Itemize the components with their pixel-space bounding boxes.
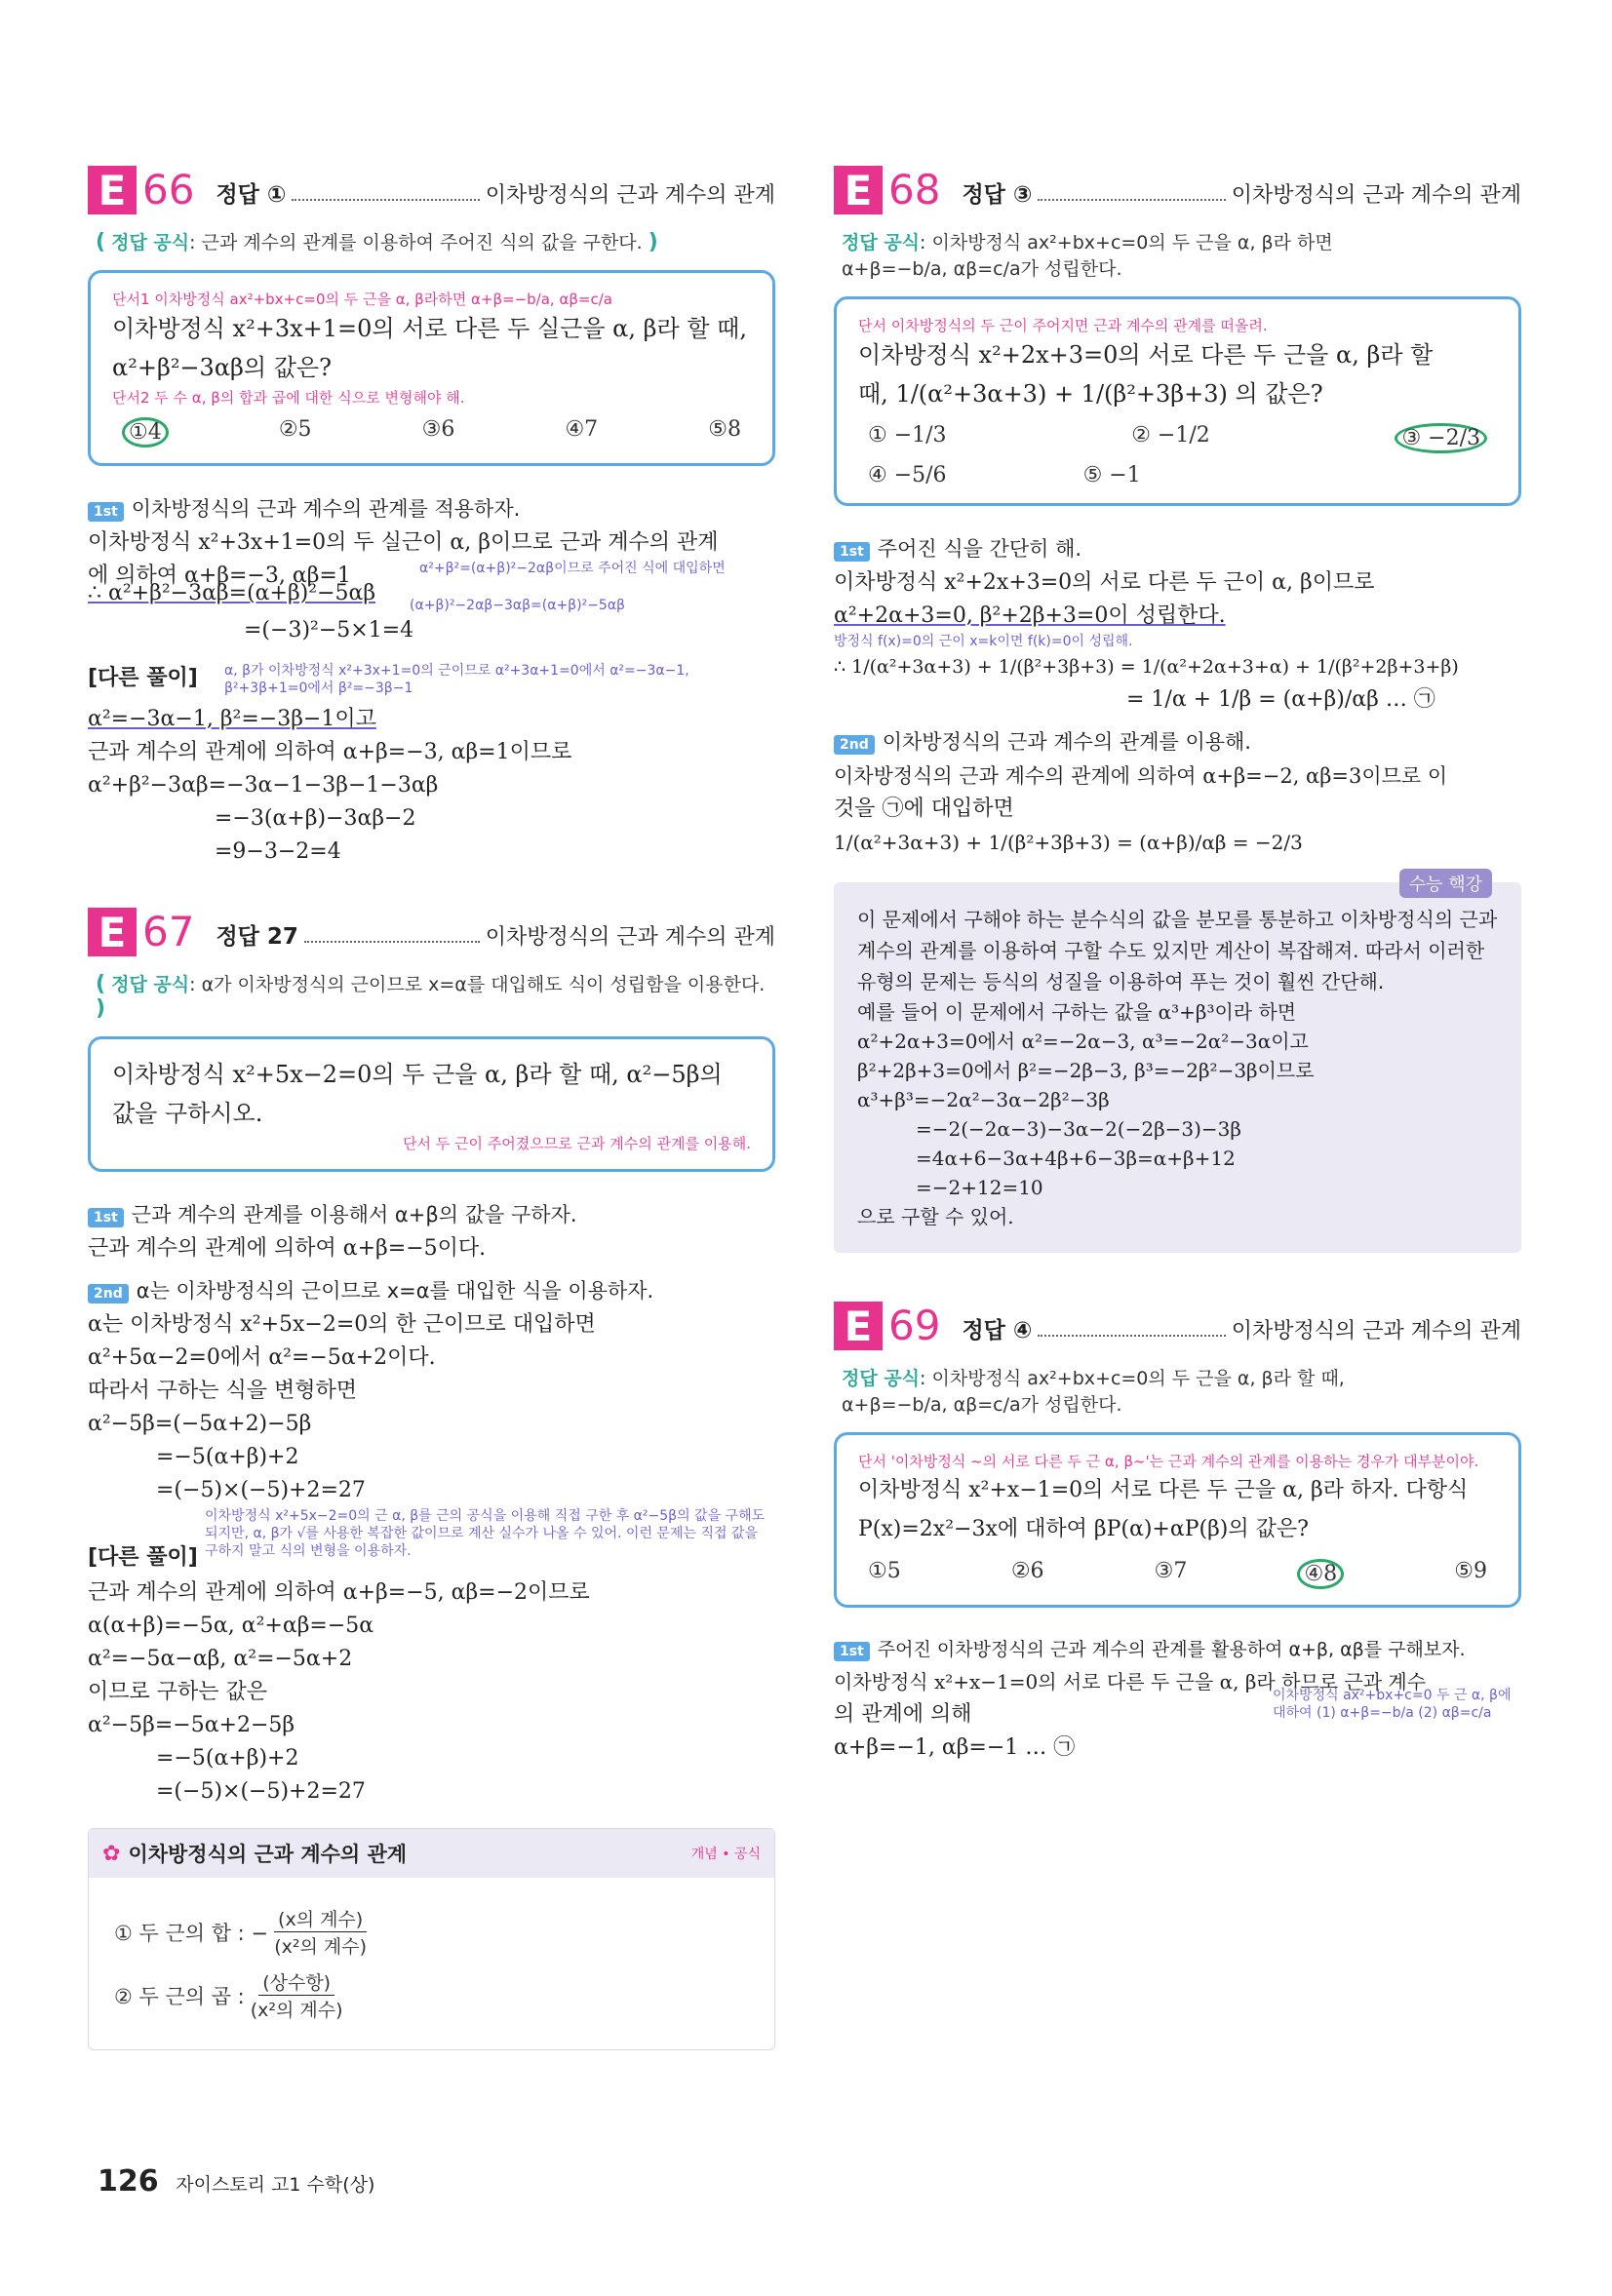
e69-answer: 정답 ④ [962,1318,1033,1343]
choice-3[interactable]: ③ −2/3 [1395,423,1487,453]
e69-step1: 1st 주어진 이차방정식의 근과 계수의 관계를 활용하여 α+β, αβ를 구해보자. [834,1635,1521,1661]
solution-line: 의 관계에 의해 [834,1702,972,1727]
solution-line: =−5(α+β)+2 [156,1445,299,1469]
page-number: 126 [98,2164,159,2199]
concept-title: 이차방정식의 근과 계수의 관계 [128,1843,408,1866]
e66-alt-title: [다른 풀이] [88,666,198,690]
concept-body [89,1878,774,2049]
e69-number: 69 [888,1302,941,1349]
dotted-leader [1038,1335,1225,1337]
solution-line: 이차방정식 x²+2x+3=0의 서로 다른 두 근이 α, β이므로 [834,570,1375,595]
solution-line: α²=−5α−αβ, α²=−5α+2 [88,1647,353,1671]
tip-box [834,875,1521,1253]
tip-line: =−2(−2α−3)−3α−2(−2β−3)−3β [916,1117,1241,1141]
e66-step1: 1st 이차방정식의 근과 계수의 관계를 적용하자. [88,493,775,523]
e68-choices [858,423,1497,453]
solution-line: =−5(α+β)+2 [156,1746,299,1771]
e67-alt-title: [다른 풀이] [88,1545,198,1570]
solution-line: =(−5)×(−5)+2=27 [156,1779,366,1804]
solution-line: = 1/α + 1/β = (α+β)/αβ … ㉠ [1126,687,1435,712]
tip-line: =−2+12=10 [916,1176,1043,1199]
tip-line: 으로 구할 수 있어. [857,1205,1014,1228]
e69-badge: E [834,1302,883,1350]
tip-line: β²+2β+3=0에서 β²=−2β−3, β³=−2β²−3β이므로 [857,1059,1315,1082]
solution-line: 따라서 구하는 식을 변형하면 [88,1379,358,1403]
solution-line: α+β=−1, αβ=−1 … ㉠ [834,1735,1076,1760]
e66-header [88,146,775,214]
tip-line: =4α+6−3α+4β+6−3β=α+β+12 [916,1147,1236,1170]
e67-note: 이차방정식 x²+5x−2=0의 근 α, β를 근의 공식을 이용해 직접 구한 후 α²−5β의 값을 구해도 되지만, α, β가 √를 사용한 복잡한 값이므로 계산 실수가 나올 수 있어. 이런 문제는 직접 값을 구하지 말고 식의 변형을 이용하자. [205,1508,766,1559]
choice-5[interactable]: ⑤8 [708,417,741,442]
e68-badge: E [834,166,883,214]
formula-text: 근과 계수의 관계를 이용하여 주어진 식의 값을 구한다. [201,232,643,253]
book-title: 자이스토리 고1 수학(상) [176,2174,375,2196]
e69-choices [858,1559,1497,1589]
solution-line: =(−3)²−5×1=4 [244,618,414,642]
solution-line: =(−5)×(−5)+2=27 [156,1478,366,1502]
solution-line: 근과 계수의 관계에 의하여 α+β=−5이다. [88,1236,487,1261]
solution-line: 근과 계수의 관계에 의하여 α+β=−5, αβ=−2이므로 [88,1580,590,1605]
e68-number: 68 [888,166,941,214]
e67-question: 이차방정식 x²+5x−2=0의 두 근을 α, β라 할 때, α²−5β의 값을 구하시오. [112,1061,723,1127]
right-column [834,146,1521,1760]
choice-4[interactable]: ④8 [1297,1559,1344,1589]
e69-hint: 단서 '이차방정식 ~의 서로 다른 두 근 α, β~'는 근과 계수의 관계를 이용하는 경우가 대부분이야. [858,1453,1479,1470]
e66-note2: (α+β)²−2αβ−3αβ=(α+β)²−5αβ [410,598,625,613]
choice-3[interactable]: ③7 [1154,1559,1188,1583]
dotted-leader [292,199,479,201]
e66-alt-note: α, β가 이차방정식 x²+3x+1=0의 근이므로 α²+3α+1=0에서 α²=−3α−1, β²+3β+1=0에서 β²=−3β−1 [224,663,689,696]
choice-2[interactable]: ② −1/2 [1131,423,1210,448]
tip-line: 예를 들어 이 문제에서 구하는 값을 α³+β³이라 하면 [857,1000,1297,1024]
e66-answer: 정답 ① [216,182,287,208]
solution-line: 1/(α²+3α+3) + 1/(β²+3β+3) = (α+β)/αβ = −2/3 [834,831,1303,854]
e66-hint2: 단서2 두 수 α, β의 합과 곱에 대한 식으로 변형해야 해. [112,389,465,407]
e67-question-box [88,1036,775,1172]
e66-hint1: 단서1 이차방정식 ax²+bx+c=0의 두 근을 α, β라하면 α+β=−b/a, αβ=c/a [112,291,612,308]
solution-line: ∴ 1/(α²+3α+3) + 1/(β²+3β+3) = 1/(α²+2α+3+α) + 1/(β²+2β+3+β) [834,656,1459,678]
tip-line: α³+β³=−2α²−3α−2β²−3β [857,1088,1110,1111]
solution-line: 이므로 구하는 값은 [88,1680,268,1704]
e66-note1: α²+β²=(α+β)²−2αβ이므로 주어진 식에 대입하면 [419,561,726,576]
choice-5[interactable]: ⑤9 [1454,1559,1487,1583]
e68-topic: 이차방정식의 근과 계수의 관계 [1231,183,1521,208]
e67-formula: ( 정답 공식: α가 이차방정식의 근이므로 x=α를 대입해도 식이 성립함을 이용한다. ) [96,972,766,1021]
solution-line: 이차방정식의 근과 계수의 관계에 의하여 α+β=−2, αβ=3이므로 이 [834,764,1448,788]
dotted-leader [1038,199,1225,201]
choice-4[interactable]: ④7 [565,417,599,442]
solution-line: 이차방정식 x²+x−1=0의 서로 다른 두 근을 α, β라 하므로 근과 계수 [834,1670,1427,1693]
e68-question-1: 이차방정식 x²+2x+3=0의 서로 다른 두 근을 α, β라 할 [858,341,1434,369]
concept-row-sum: ① 두 근의 합 : − $\frac{\text{(x의 계수)}}{\text{(x²의 계수)}}$ [114,1905,749,1959]
concept-header [89,1829,774,1878]
page-footer [98,2164,374,2199]
e68-step2: 2nd 이차방정식의 근과 계수의 관계를 이용해. [834,726,1521,756]
solution-line: α(α+β)=−5α, α²+αβ=−5α [88,1614,374,1638]
solution-line: 것을 ㉠에 대입하면 [834,797,1014,821]
e69-header [834,1282,1521,1350]
e68-hint: 단서 이차방정식의 두 근이 주어지면 근과 계수의 관계를 떠올려. [858,317,1268,334]
concept-row-product: ② 두 근의 곱 : $\frac{\text{(상수항)}}{\text{(x²의 계수)}}$ [114,1968,749,2022]
tip-line: α²+2α+3=0에서 α²=−2α−3, α³=−2α²−3α이고 [857,1030,1309,1053]
e66-badge: E [88,166,137,214]
e66-question: 이차방정식 x²+3x+1=0의 서로 다른 두 실근을 α, β라 할 때, α²+β²−3αβ의 값은? [112,315,747,381]
flower-icon: ✿ [102,1841,121,1866]
e67-topic: 이차방정식의 근과 계수의 관계 [485,925,775,950]
choice-2[interactable]: ②5 [278,417,312,442]
solution-line: α²+5α−2=0에서 α²=−5α+2이다. [88,1345,436,1370]
e67-number: 67 [142,908,195,955]
e68-question-2: 때, 1/(α²+3α+3) + 1/(β²+3β+3) 의 값은? [858,380,1323,408]
concept-box [88,1828,775,2050]
e66-choices [112,417,751,448]
e66-number: 66 [142,166,195,214]
tip-text: 이 문제에서 구해야 하는 분수식의 값을 분모를 통분하고 이차방정식의 근과 계수의 관계를 이용하여 구할 수도 있지만 계산이 복잡해져. 따라서 이러한 유형의 문제는 등식의 성질을 이용하여 푸는 것이 훨씬 간단해. [857,908,1498,993]
e68-step1: 1st 주어진 식을 간단히 해. [834,533,1521,563]
e69-topic: 이차방정식의 근과 계수의 관계 [1231,1319,1521,1343]
choice-1[interactable]: ①4 [122,417,169,448]
e66-question-box [88,270,775,466]
left-column [88,146,775,2050]
e67-hint: 단서 두 근이 주어졌으므로 근과 계수의 관계를 이용해. [403,1135,751,1152]
dotted-leader [304,941,480,943]
choice-2[interactable]: ②6 [1010,1559,1044,1583]
e68-choices-row2 [858,463,1497,487]
solution-line: =−3(α+β)−3αβ−2 [215,806,416,831]
concept-tag: 개념 • 공식 [690,1847,761,1862]
solution-line: =9−3−2=4 [215,839,341,864]
solution-line: α²+2α+3=0, β²+2β+3=0이 성립한다. [834,603,1226,628]
e67-answer: 정답 27 [216,924,298,950]
e69-question-box [834,1432,1521,1608]
e68-header [834,146,1521,214]
e69-note: 이차방정식 ax²+bx+c=0 두 근 α, β에 대하여 (1) α+β=−b/a (2) αβ=c/a [1273,1688,1512,1721]
solution-line: α는 이차방정식 x²+5x−2=0의 한 근이므로 대입하면 [88,1312,596,1337]
formula-label: 정답 공식 [111,232,190,253]
e68-formula: 정답 공식: 이차방정식 ax²+bx+c=0의 두 근을 α, β라 하면 α+β=−b/a, αβ=c/a가 성립한다. [842,232,1333,280]
e68-answer: 정답 ③ [962,182,1033,208]
e66-topic: 이차방정식의 근과 계수의 관계 [485,183,775,208]
tip-tag: 수능 핵강 [1399,869,1492,898]
solution-line: 이차방정식 x²+3x+1=0의 두 실근이 α, β이므로 근과 계수의 관계 [88,530,719,555]
e67-step1: 1st 근과 계수의 관계를 이용해서 α+β의 값을 구하자. [88,1199,775,1228]
fraction: $\frac{\text{(x의 계수)}}{\text{(x²의 계수)}}$ [274,1905,367,1959]
e67-step2: 2nd α는 이차방정식의 근이므로 x=α를 대입한 식을 이용하자. [88,1275,775,1304]
solution-line: α²−5β=−5α+2−5β [88,1713,295,1737]
solution-line: ∴ α²+β²−3αβ=(α+β)²−5αβ [88,581,376,605]
choice-1[interactable]: ①5 [868,1559,901,1583]
e69-formula: 정답 공식: 이차방정식 ax²+bx+c=0의 두 근을 α, β라 할 때, α+β=−b/a, αβ=c/a가 성립한다. [842,1368,1345,1416]
e67-header [88,888,775,956]
e68-question-box [834,296,1521,506]
solution-line: α²+β²−3αβ=−3α−1−3β−1−3αβ [88,773,439,798]
solution-line: 에 의하여 α+β=−3, αβ=1 [88,564,351,588]
solution-line: α²−5β=(−5α+2)−5β [88,1412,312,1436]
choice-4[interactable]: ④ −5/6 [868,463,947,487]
e67-badge: E [88,908,137,956]
e69-question: 이차방정식 x²+x−1=0의 서로 다른 두 근을 α, β라 하자. 다항식 P(x)=2x²−3x에 대하여 βP(α)+αP(β)의 값은? [858,1478,1469,1541]
solution-line: α²=−3α−1, β²=−3β−1이고 [88,707,376,731]
e66-formula: ( 정답 공식: 근과 계수의 관계를 이용하여 주어진 식의 값을 구한다. ) [96,230,658,254]
choice-1[interactable]: ① −1/3 [868,423,947,448]
fraction: $\frac{\text{(상수항)}}{\text{(x²의 계수)}}$ [251,1968,343,2022]
solution-line: 근과 계수의 관계에 의하여 α+β=−3, αβ=1이므로 [88,740,572,764]
choice-3[interactable]: ③6 [421,417,455,442]
choice-5[interactable]: ⑤ −1 [1082,463,1141,487]
e68-note: 방정식 f(x)=0의 근이 x=k이면 f(k)=0이 성립해. [834,634,1133,649]
